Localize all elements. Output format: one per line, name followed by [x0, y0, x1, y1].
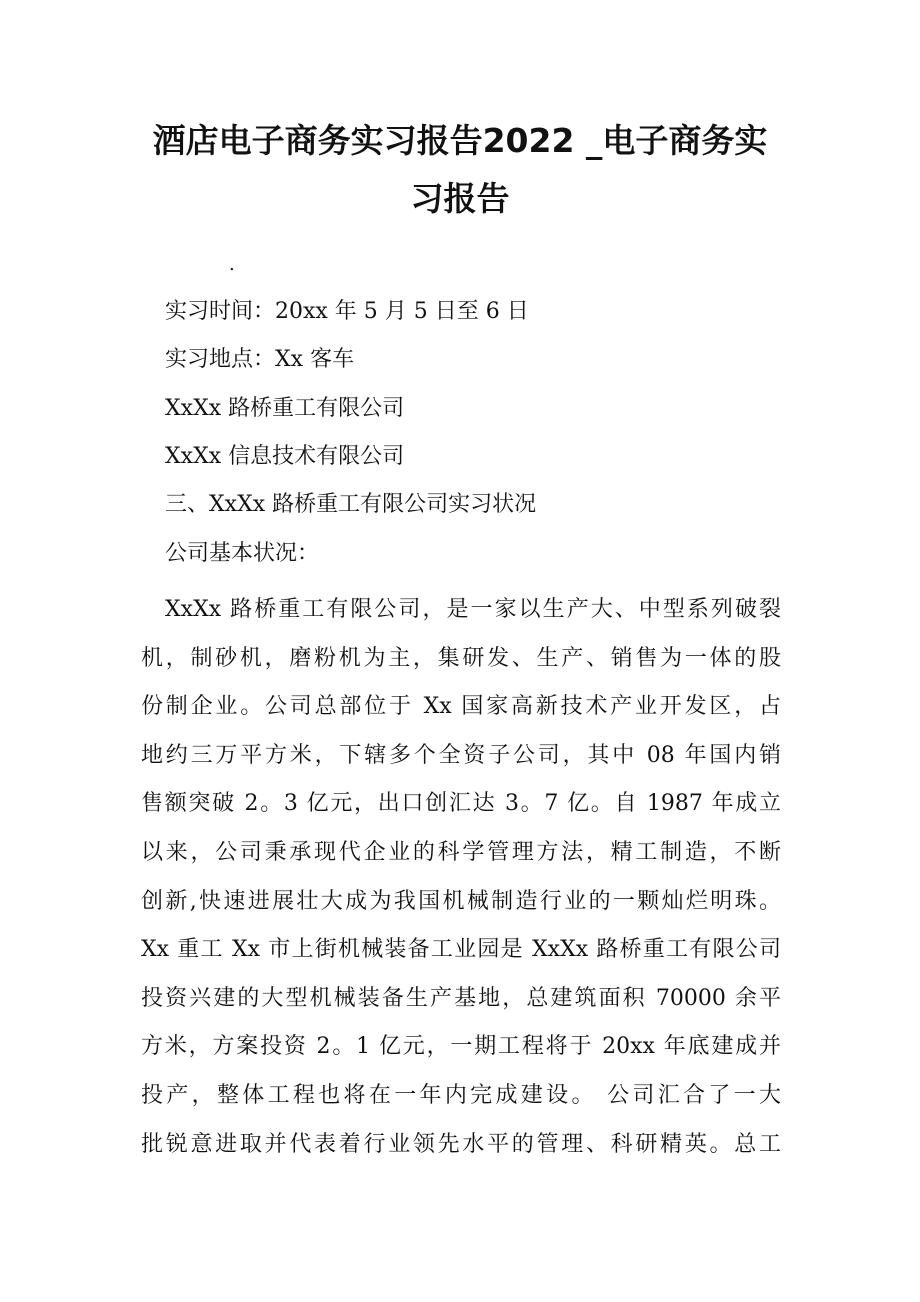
paragraph-line: 售额突破 2。3 亿元，出口创汇达 3。7 亿。自 1987 年成立 — [141, 791, 781, 817]
paragraph-line: 投资兴建的大型机械装备生产基地，总建筑面积 70000 余平 — [141, 985, 781, 1011]
title-line-2: 习报告 — [410, 179, 510, 218]
tech-company-line: XxXx 信息技术有限公司 — [165, 444, 405, 469]
paragraph-line: 以来，公司秉承现代企业的科学管理方法，精工制造，不断 — [141, 839, 781, 865]
paragraph-line: 批锐意进取并代表着行业领先水平的管理、科研精英。总工 — [141, 1131, 781, 1157]
paragraph-line: XxXx 路桥重工有限公司，是一家以生产大、中型系列破裂 — [165, 597, 781, 622]
paragraph-line: 机，制砂机，磨粉机为主，集研发、生产、销售为一体的股 — [141, 645, 781, 671]
company-name-line: XxXx 路桥重工有限公司 — [165, 396, 405, 421]
body-paragraph — [141, 586, 781, 1169]
paragraph-line: 地约三万平方米，下辖多个全资子公司，其中 08 年国内销 — [141, 742, 781, 768]
paragraph-line: 方米，方案投资 2。1 亿元，一期工程将于 20xx 年底建成并 — [141, 1034, 781, 1060]
internship-location: 实习地点：Xx 客车 — [165, 347, 355, 372]
internship-time: 实习时间：20xx 年 5 月 5 日至 6 日 — [165, 299, 529, 324]
document-title — [100, 112, 820, 228]
section-heading: 三、XxXx 路桥重工有限公司实习状况 — [165, 492, 537, 517]
paragraph-line: 份制企业。公司总部位于 Xx 国家高新技术产业开发区，占 — [141, 694, 781, 720]
paragraph-line: Xx 重工 Xx 市上街机械装备工业园是 XxXx 路桥重工有限公司 — [141, 937, 781, 963]
stray-dot: . — [229, 254, 235, 275]
title-line-1: 酒店电子商务实习报告2022 _电子商务实 — [152, 121, 768, 160]
paragraph-line: 投产，整体工程也将在一年内完成建设。 公司汇合了一大 — [141, 1082, 781, 1108]
subsection-heading: 公司基本状况： — [165, 541, 320, 566]
paragraph-line: 创新,快速进展壮大成为我国机械制造行业的一颗灿烂明珠。 — [141, 888, 781, 914]
